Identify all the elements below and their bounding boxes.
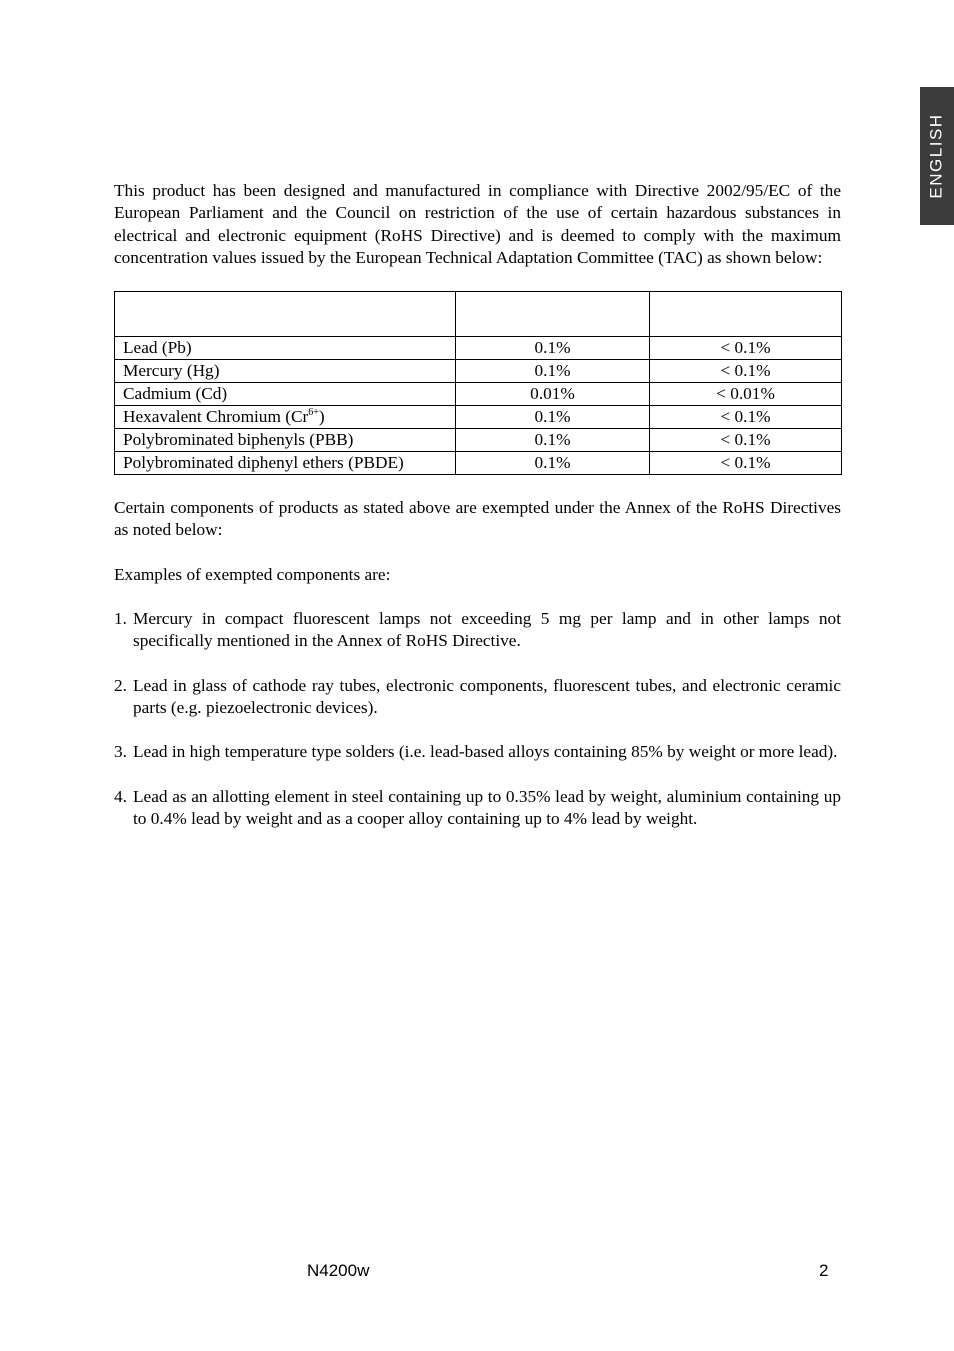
list-item [114,675,841,720]
max-value: 0.01% [456,383,650,406]
list-item [114,608,841,653]
list-item-text: Mercury in compact fluorescent lamps not exceeding 5 mg per lamp and in other lamps not specifically mentioned in the Annex of RoHS Directive. [133,609,841,651]
substance-table [114,291,842,475]
concentration-value: < 0.1% [650,429,842,452]
language-tab [920,87,954,225]
examples-heading: Examples of exempted components are: [114,564,391,584]
substance-name: Polybrominated biphenyls (PBB) [115,429,456,452]
list-item [114,741,841,763]
header-cell-max [456,292,650,337]
table-row [115,383,842,406]
max-value: 0.1% [456,360,650,383]
max-value: 0.1% [456,406,650,429]
table-row [115,337,842,360]
substance-name [115,406,456,429]
list-item-number: 1. [114,609,127,629]
concentration-value: < 0.01% [650,383,842,406]
list-item-text: Lead as an allotting element in steel containing up to 0.35% lead by weight, aluminium containing up to 0.4% lead by weight and as a cooper alloy containing up to 4% lead by weight. [133,786,841,828]
substance-name-close: ) [318,407,325,427]
max-value: 0.1% [456,429,650,452]
list-item [114,786,841,831]
substance-name: Lead (Pb) [115,337,456,360]
max-value: 0.1% [456,337,650,360]
footer-model: N4200w [307,1261,370,1280]
list-item-text: Lead in glass of cathode ray tubes, electronic components, fluorescent tubes, and electronic ceramic parts (e.g. piezoelectronic devices). [133,675,841,717]
table-row [115,429,842,452]
substance-name: Cadmium (Cd) [115,383,456,406]
exemption-list [114,608,841,830]
exempt-note: Certain components of products as stated above are exempted under the Annex of the RoHS Directives as noted below: [114,498,841,540]
table-header-row [115,292,842,337]
spacer [114,542,841,564]
intro-paragraph: This product has been designed and manufactured in compliance with Directive 2002/95/EC of the European Parliament and the Council on restriction of the use of certain hazardous substances in electrical and electronic equipment (RoHS Directive) and is deemed to comply with the maximum concentration values issued by the European Technical Adaptation Committee (TAC) as shown below: [114,181,841,267]
substance-name: Polybrominated diphenyl ethers (PBDE) [115,452,456,475]
concentration-value: < 0.1% [650,360,842,383]
spacer [114,586,841,608]
concentration-value: < 0.1% [650,452,842,475]
table-row [115,360,842,383]
footer-page-number: 2 [819,1261,829,1280]
header-cell-substance [115,292,456,337]
substance-name-text: Hexavalent Chromium (Cr [123,407,309,427]
page-content [114,180,841,852]
header-cell-concentration [650,292,842,337]
list-item-number: 2. [114,675,127,695]
language-tab-label: ENGLISH [927,113,947,199]
table-row [115,406,842,429]
list-item-text: Lead in high temperature type solders (i.e. lead-based alloys containing 85% by weight or more lead). [133,742,838,762]
concentration-value: < 0.1% [650,406,842,429]
concentration-value: < 0.1% [650,337,842,360]
substance-name: Mercury (Hg) [115,360,456,383]
list-item-number: 4. [114,786,127,806]
max-value: 0.1% [456,452,650,475]
substance-superscript: 6+ [308,407,319,419]
table-row [115,452,842,475]
list-item-number: 3. [114,742,127,762]
